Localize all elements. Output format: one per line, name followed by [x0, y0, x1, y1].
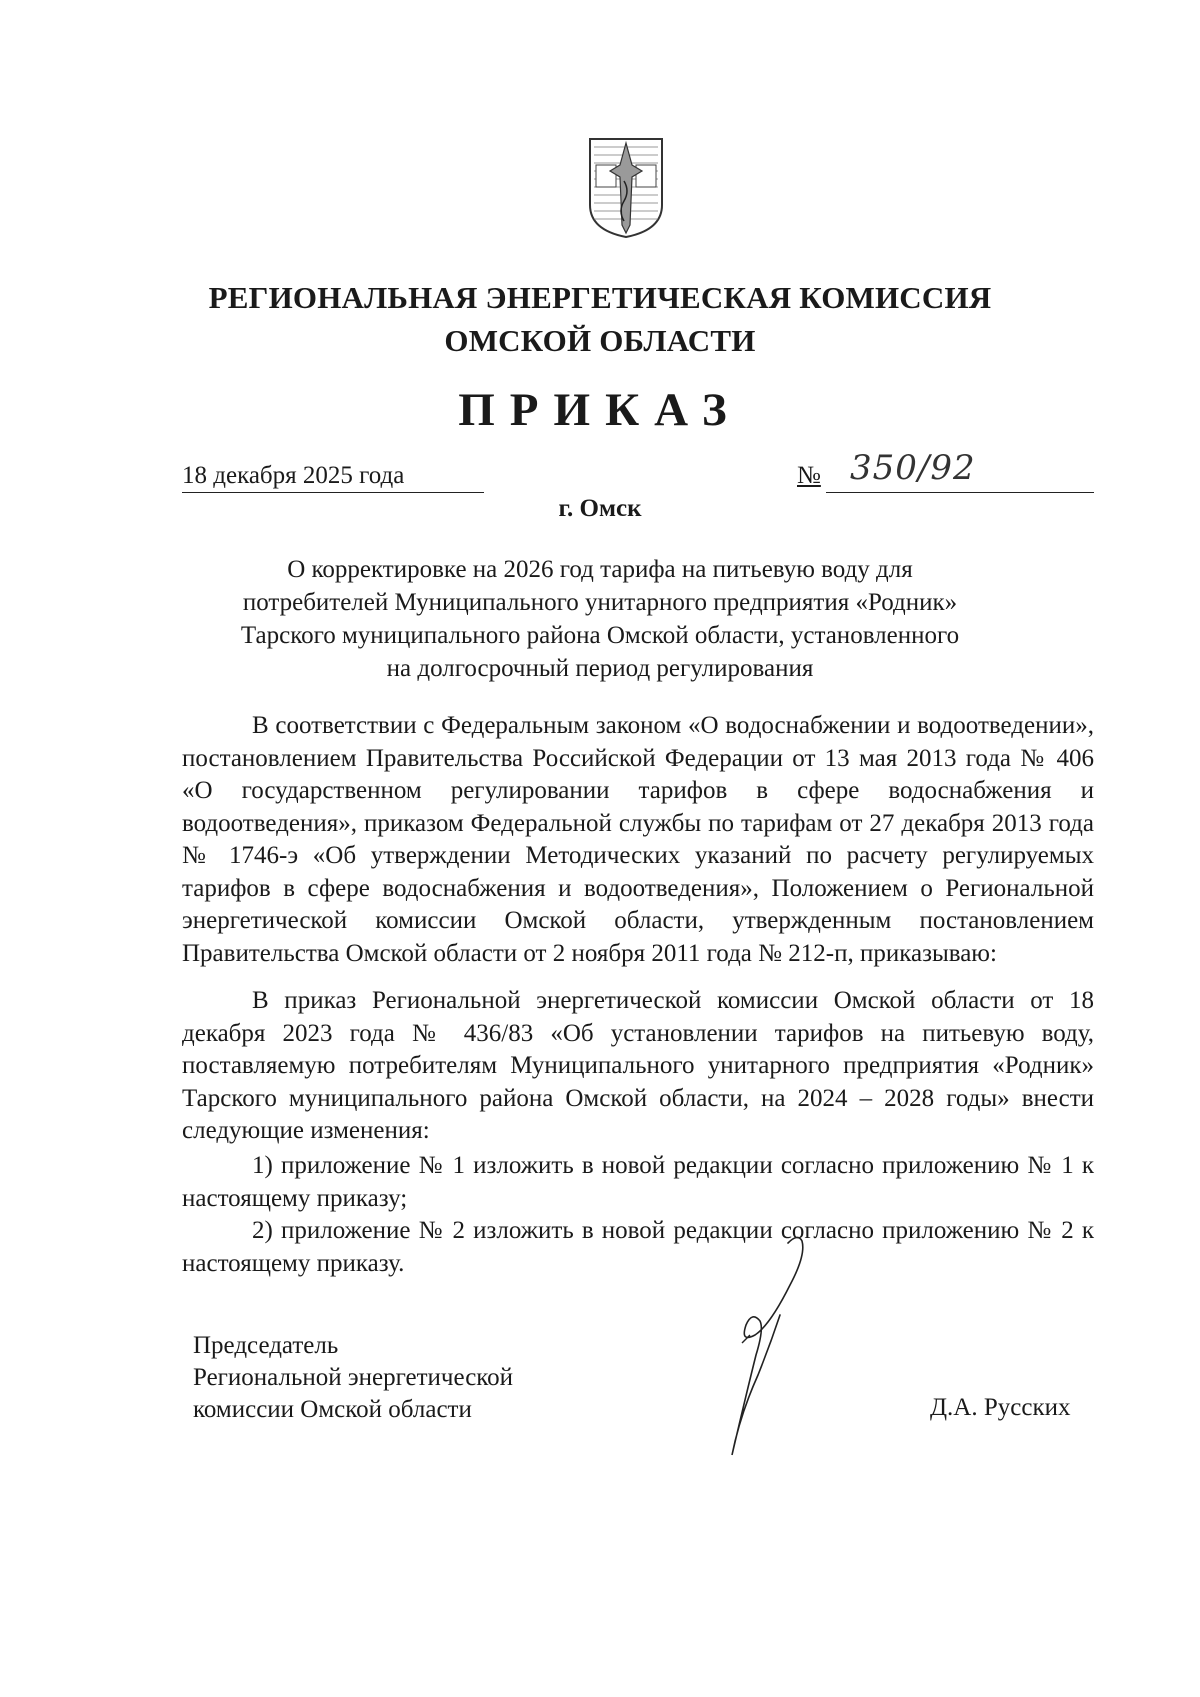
date-underline [182, 492, 484, 493]
order-paragraph: В приказ Региональной энергетической комиссии Омской области от 18 декабря 2023 года № 436/83 «Об установлении тарифов на питьевую воду, поставляемую потребителям Муниципального унитарного предприятия «Родник» Тарского муниципального района Омской области, на 2024 – 2028 годы» внести следующие изменения: [182, 987, 1094, 1144]
amendment-item-2: 2) приложение № 2 изложить в новой редакции согласно приложению № 2 к настоящему приказу. [182, 1217, 1094, 1277]
organization-name-line1: РЕГИОНАЛЬНАЯ ЭНЕРГЕТИЧЕСКАЯ КОМИССИЯ [208, 280, 992, 315]
subject-line: О корректировке на 2026 год тарифа на питьевую воду для [287, 556, 913, 583]
number-underline [826, 492, 1094, 493]
position-line: Председатель [193, 1332, 339, 1359]
amendment-item-1: 1) приложение № 1 изложить в новой редакции согласно приложению № 1 к настоящему приказу; [182, 1152, 1094, 1212]
document-type-title: ПРИКАЗ [458, 384, 742, 436]
position-line: Региональной энергетической [193, 1364, 514, 1391]
document-number: 350/92 [850, 448, 976, 488]
subject-line: Тарского муниципального района Омской области, установленного [240, 622, 960, 649]
handwritten-signature [710, 1225, 850, 1475]
signer-name: Д.А. Русских [930, 1394, 1071, 1421]
organization-name-line2: ОМСКОЙ ОБЛАСТИ [444, 323, 756, 358]
preamble-paragraph: В соответствии с Федеральным законом «О водоснабжении и водоотведении», постановлением Правительства Российской Федерации от 13 мая 2013 года № 406 «О государственном регулировании тарифов в сфере водоснабжения и водоотведения», приказом Федеральной службы по тарифам от 27 декабря 2013 года № 1746-э «Об утверждении Методических указаний по расчету регулируемых тарифов в сфере водоснабжения и водоотведения», Положением о Региональной энергетической комиссии Омской области, утвержденным постановлением Правительства Омской области от 2 ноября 2011 года № 212-п, приказываю: [182, 712, 1094, 967]
document-date: 18 декабря 2025 года [182, 462, 405, 489]
signatory-position [193, 1330, 513, 1426]
subject-line: потребителей Муниципального унитарного предприятия «Родник» [242, 589, 958, 616]
coat-of-arms-icon [586, 135, 666, 240]
document-subject [150, 553, 1050, 685]
number-sign: № [797, 462, 821, 489]
subject-line: на долгосрочный период регулирования [386, 655, 814, 682]
position-line: комиссии Омской области [193, 1396, 472, 1423]
city: г. Омск [558, 495, 642, 522]
